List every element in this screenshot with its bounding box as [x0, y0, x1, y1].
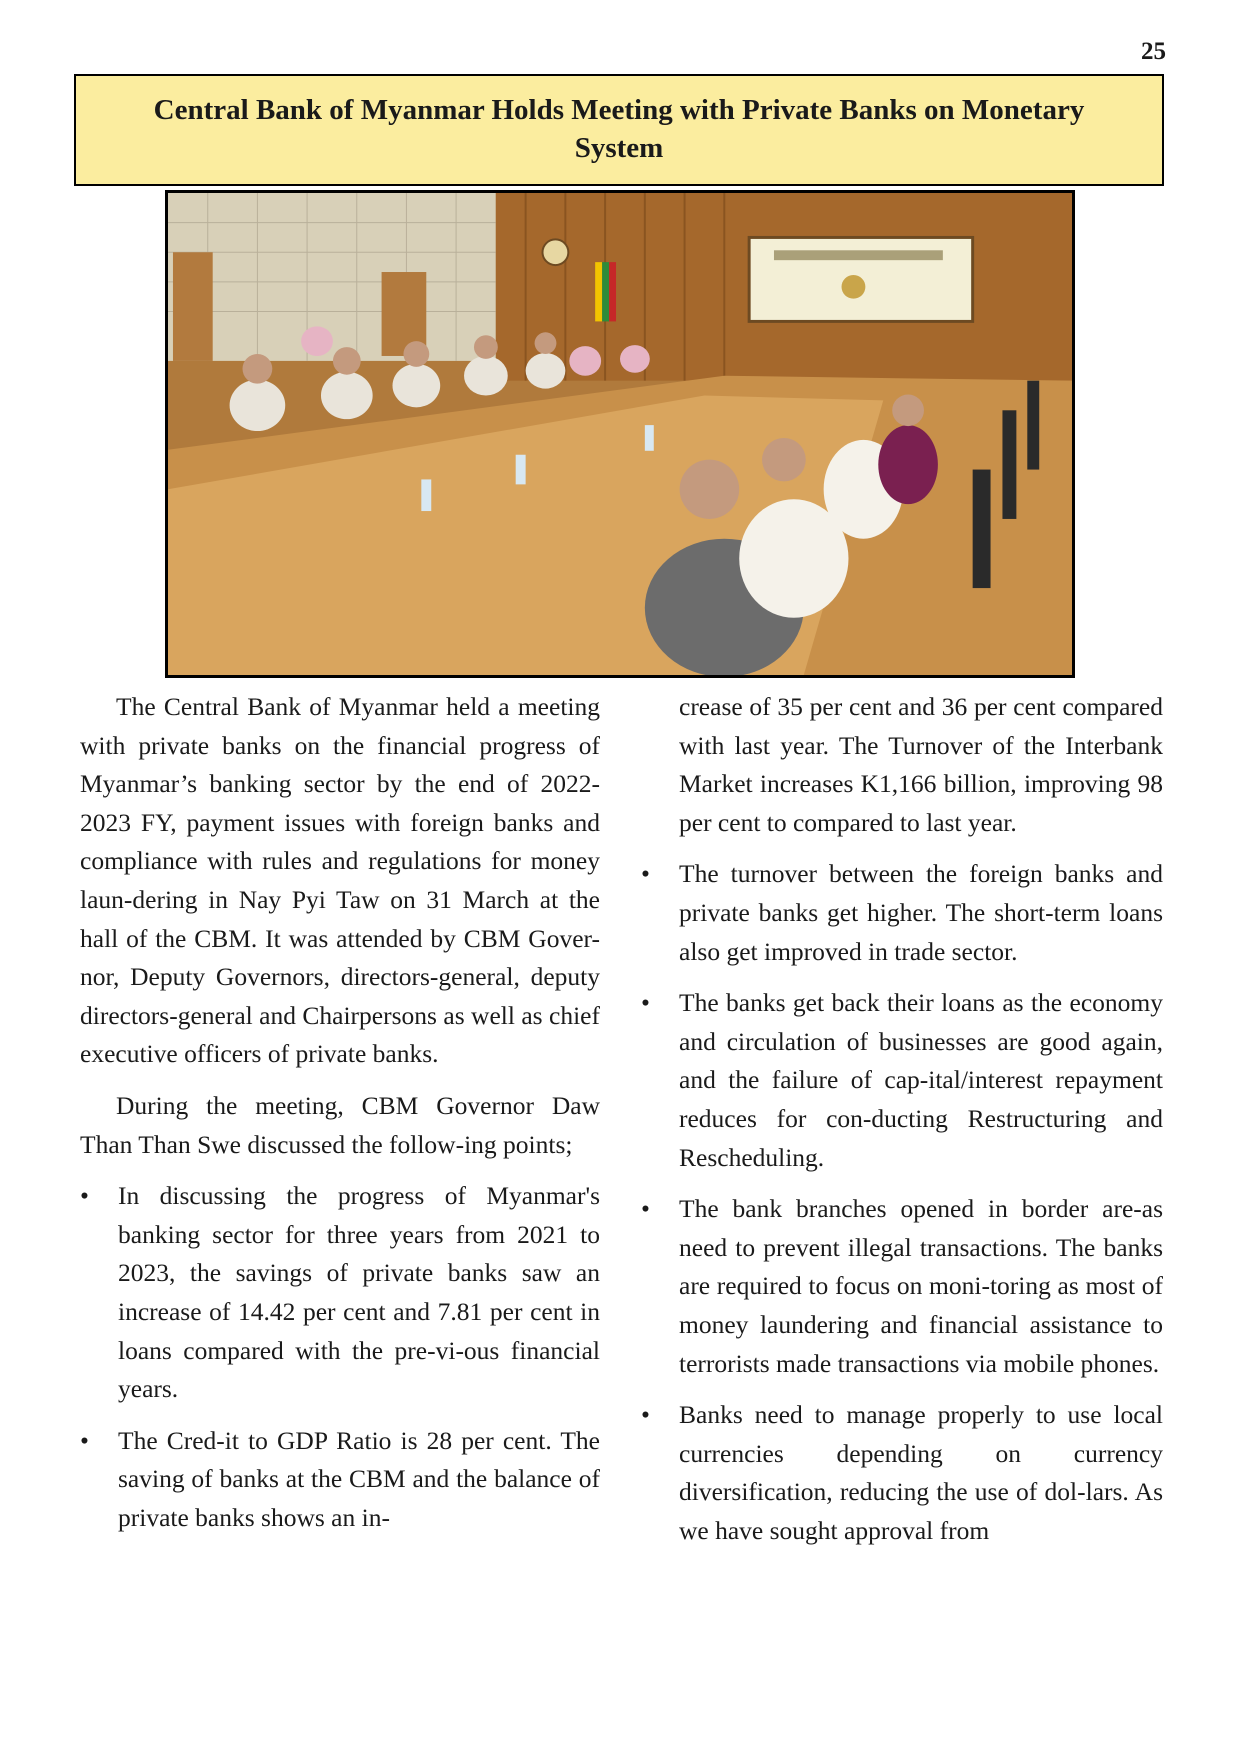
bullet-item: • The Cred-it to GDP Ratio is 28 per cent. The saving of banks at the CBM and the balance of private banks shows an in-	[80, 1422, 600, 1538]
meeting-room-illustration	[168, 193, 1072, 675]
points-list-right	[641, 688, 1163, 1550]
bullet-item: • The turnover between the foreign banks and private banks get higher. The short-term loans also get improved in trade sector.	[641, 855, 1163, 971]
bullet-item: • The bank branches opened in border are-as need to prevent illegal transactions. The banks are required to focus on moni-toring as most of money laundering and financial assistance to terrorists made transactions via mobile phones.	[641, 1190, 1163, 1383]
discussion-paragraph: During the meeting, CBM Governor Daw Than Than Swe discussed the follow-ing points;	[80, 1090, 600, 1159]
points-list-left	[80, 1177, 600, 1537]
bullet-continuation: crease of 35 per cent and 36 per cent compared with last year. The Turnover of the Interbank Market increases K1,166 billion, improving 98 per cent to compared to last year.	[679, 692, 1163, 837]
meeting-photo	[165, 190, 1075, 678]
bullet-item: • Banks need to manage properly to use local currencies depending on currency diversification, reducing the use of dol-lars. As we have sought approval from	[641, 1396, 1163, 1550]
title-box	[74, 74, 1164, 186]
page-number: 25	[1141, 38, 1166, 65]
article-title: Central Bank of Myanmar Holds Meeting with Private Banks on Monetary System	[153, 94, 1085, 164]
bullet-item: • The banks get back their loans as the economy and circulation of businesses are good again, and the failure of cap-ital/interest repayment reduces for con-ducting Restructuring and Rescheduling.	[641, 984, 1163, 1177]
left-column	[80, 688, 600, 1550]
intro-paragraph: The Central Bank of Myanmar held a meeting with private banks on the financial progress of Myanmar’s banking sector by the end of 2022-2023 FY, payment issues with foreign banks and compliance with rules and regulations for money laun-dering in Nay Pyi Taw on 31 March at the hall of the CBM. It was attended by CBM Gover-nor, Deputy Governors, directors-general, deputy directors-general and Chairpersons as well as chief executive officers of private banks.	[80, 692, 600, 1069]
bullet-item: • In discussing the progress of Myanmar's banking sector for three years from 2021 to 2023, the savings of private banks saw an increase of 14.42 per cent and 7.81 per cent in loans compared with the pre-vi-ous financial years.	[80, 1177, 600, 1409]
right-column	[641, 688, 1163, 1563]
